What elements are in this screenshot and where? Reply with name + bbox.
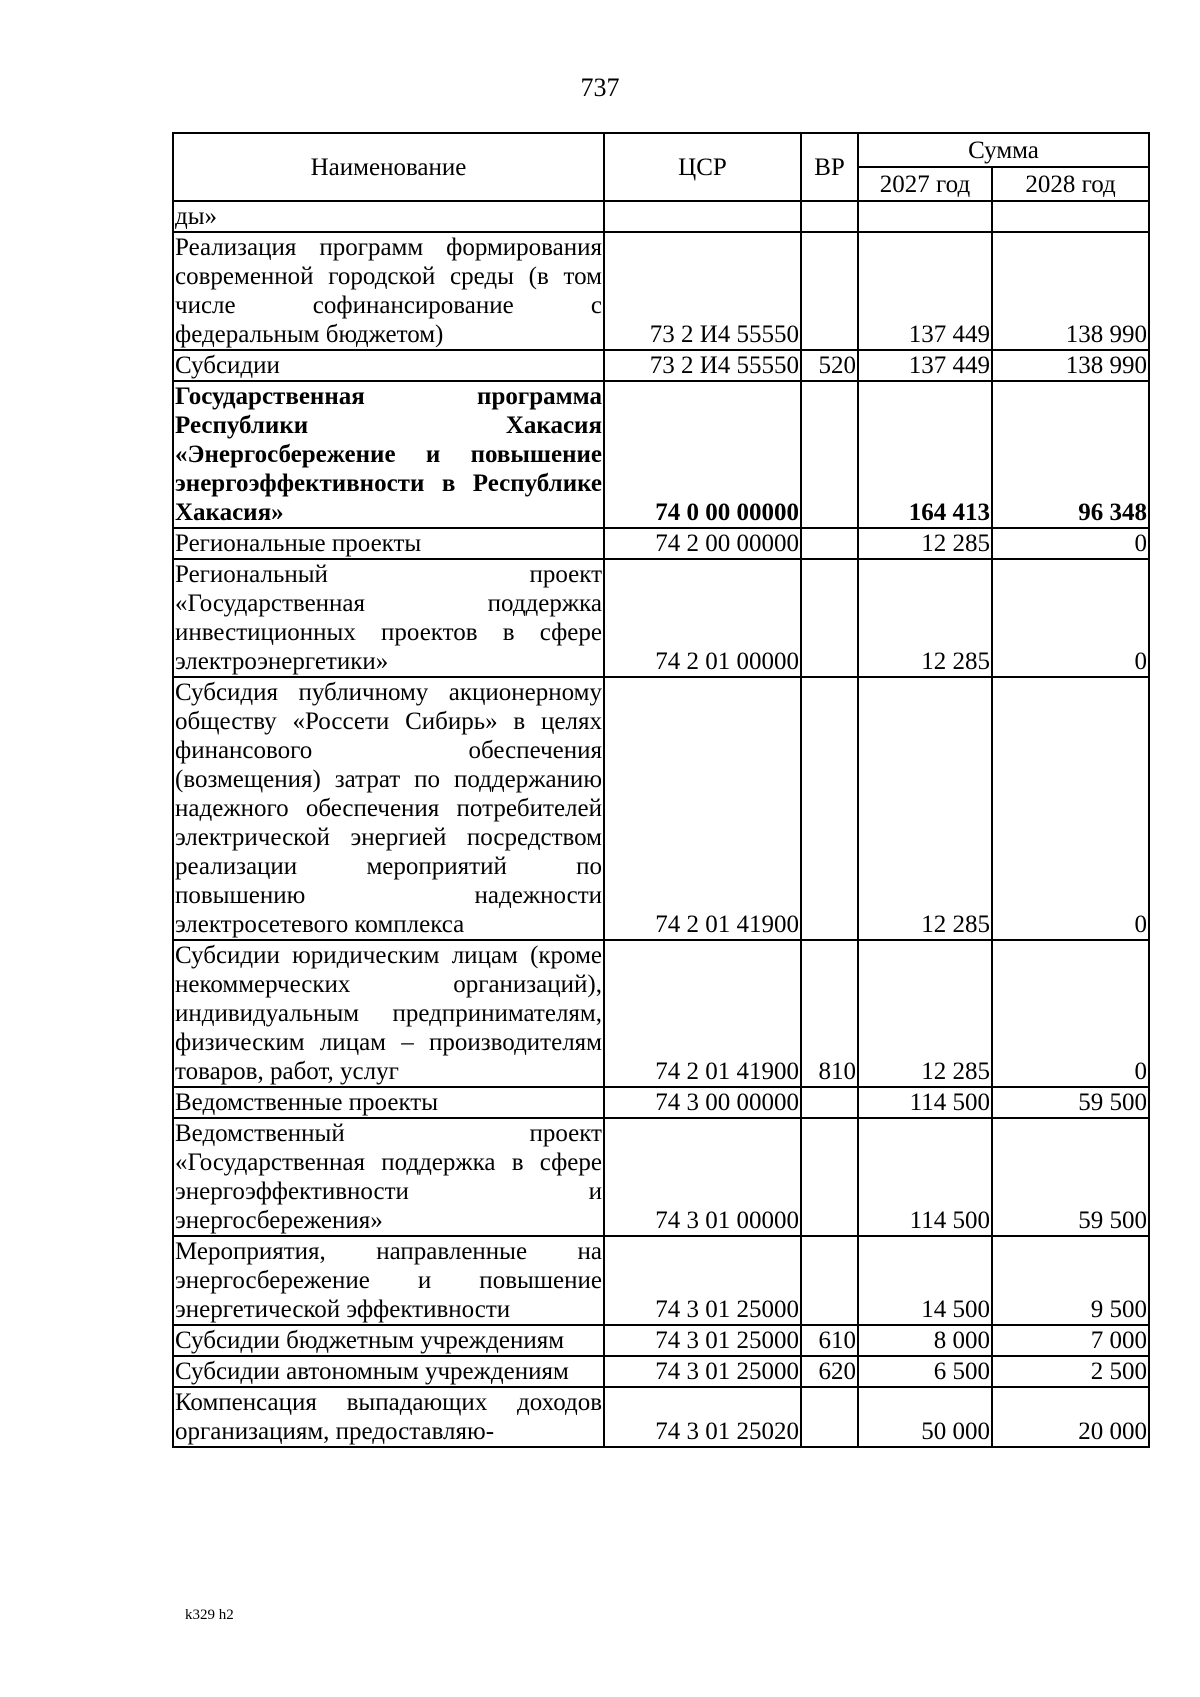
header-name: Наименование [173,133,604,201]
row-name-cell: Государственная программа Республики Хакасия «Энергосбережение и повышение энергоэффективности в Республике Хакасия» [175,383,602,526]
row-2027-cell: 12 285 [858,528,992,559]
row-csr-cell: 74 3 01 00000 [604,1118,801,1236]
row-vr-cell [801,677,858,940]
row-vr-cell [801,1236,858,1325]
row-2027-cell: 114 500 [858,1118,992,1236]
row-csr-cell: 73 2 И4 55550 [604,350,801,381]
table-header [173,133,1149,201]
row-name-cell: Компенсация выпадающих доходов организациям, предоставляю- [175,1389,602,1445]
row-2027-cell [858,201,992,232]
row-2028-cell [992,201,1149,232]
row-name-cell: Субсидии бюджетным учреждениям [173,1325,604,1356]
row-csr-cell: 74 2 01 41900 [604,940,801,1087]
row-csr-cell: 74 2 00 00000 [604,528,801,559]
table-row [173,528,1149,559]
row-csr-cell: 74 2 01 41900 [604,677,801,940]
page-number: 737 [580,73,620,102]
row-2028-cell: 0 [992,559,1149,677]
row-csr-cell: 74 3 01 25000 [604,1356,801,1387]
row-2027-cell: 8 000 [858,1325,992,1356]
row-2028-cell: 138 990 [992,232,1149,350]
row-2028-cell: 2 500 [992,1356,1149,1387]
row-name-cell: Региональные проекты [173,528,604,559]
row-2028-cell: 0 [992,528,1149,559]
row-name-cell: Региональный проект «Государственная поддержка инвестиционных проектов в сфере электроэнергетики» [175,561,602,675]
row-csr-cell: 74 3 00 00000 [604,1087,801,1118]
table-row [173,201,1149,232]
row-2027-cell: 137 449 [858,350,992,381]
table-row [173,381,1149,528]
table-row [173,1356,1149,1387]
row-vr-cell [801,232,858,350]
row-2028-cell: 7 000 [992,1325,1149,1356]
row-name-cell: Мероприятия, направленные на энергосбережение и повышение энергетической эффективности [175,1238,602,1323]
row-vr-cell: 620 [801,1356,858,1387]
row-vr-cell: 610 [801,1325,858,1356]
row-vr-cell [801,559,858,677]
table-row [173,559,1149,677]
table-row [173,940,1149,1087]
row-name-cell: Субсидии юридическим лицам (кроме некоммерческих организаций), индивидуальным предпринимателям, физическим лицам – производителям товаров, работ, услуг [175,942,602,1085]
row-vr-cell [801,1387,858,1447]
table-row [173,1087,1149,1118]
row-csr-cell [604,201,801,232]
table-row [173,1118,1149,1236]
row-name-cell: ды» [173,201,604,232]
budget-table [172,132,1150,1448]
row-2028-cell: 0 [992,940,1149,1087]
row-2028-cell: 59 500 [992,1118,1149,1236]
row-2027-cell: 12 285 [858,559,992,677]
table-row [173,232,1149,350]
row-2027-cell: 50 000 [858,1387,992,1447]
row-csr-cell: 74 3 01 25020 [604,1387,801,1447]
row-name-cell: Субсидия публичному акционерному обществу «Россети Сибирь» в целях финансового обеспечения (возмещения) затрат по поддержанию надежного обеспечения потребителей электрической энергией посредством реализации мероприятий по повышению надежности электросетевого комплекса [175,679,602,938]
row-name-cell: Ведомственные проекты [173,1087,604,1118]
row-vr-cell [801,201,858,232]
table-row [173,1325,1149,1356]
row-vr-cell [801,381,858,528]
row-2027-cell: 12 285 [858,940,992,1087]
row-2027-cell: 137 449 [858,232,992,350]
row-2027-cell: 12 285 [858,677,992,940]
header-sum: Сумма [858,133,1149,167]
table-row [173,350,1149,381]
row-name-cell: Реализация программ формирования современной городской среды (в том числе софинансирование с федеральным бюджетом) [175,234,602,348]
row-2027-cell: 6 500 [858,1356,992,1387]
row-csr-cell: 74 3 01 25000 [604,1325,801,1356]
row-2028-cell: 0 [992,677,1149,940]
table-row [173,677,1149,940]
row-vr-cell: 810 [801,940,858,1087]
row-csr-cell: 74 3 01 25000 [604,1236,801,1325]
header-year-2027: 2027 год [858,167,992,201]
row-csr-cell: 73 2 И4 55550 [604,232,801,350]
row-csr-cell: 74 0 00 00000 [604,381,801,528]
row-2028-cell: 59 500 [992,1087,1149,1118]
row-2027-cell: 14 500 [858,1236,992,1325]
row-2027-cell: 114 500 [858,1087,992,1118]
header-year-2028: 2028 год [992,167,1149,201]
row-2027-cell: 164 413 [858,381,992,528]
row-csr-cell: 74 2 01 00000 [604,559,801,677]
table-body [173,201,1149,1447]
header-csr: ЦСР [604,133,801,201]
row-vr-cell: 520 [801,350,858,381]
row-2028-cell: 138 990 [992,350,1149,381]
row-vr-cell [801,1118,858,1236]
table-row [173,1387,1149,1447]
row-name-cell: Субсидии [173,350,604,381]
table-row [173,1236,1149,1325]
row-vr-cell [801,1087,858,1118]
document-code: k329 h2 [185,1607,234,1623]
row-2028-cell: 96 348 [992,381,1149,528]
header-vr: ВР [801,133,858,201]
row-name-cell: Субсидии автономным учреждениям [173,1356,604,1387]
row-2028-cell: 20 000 [992,1387,1149,1447]
row-name-cell: Ведомственный проект «Государственная поддержка в сфере энергоэффективности и энергосбережения» [175,1120,602,1234]
row-vr-cell [801,528,858,559]
row-2028-cell: 9 500 [992,1236,1149,1325]
